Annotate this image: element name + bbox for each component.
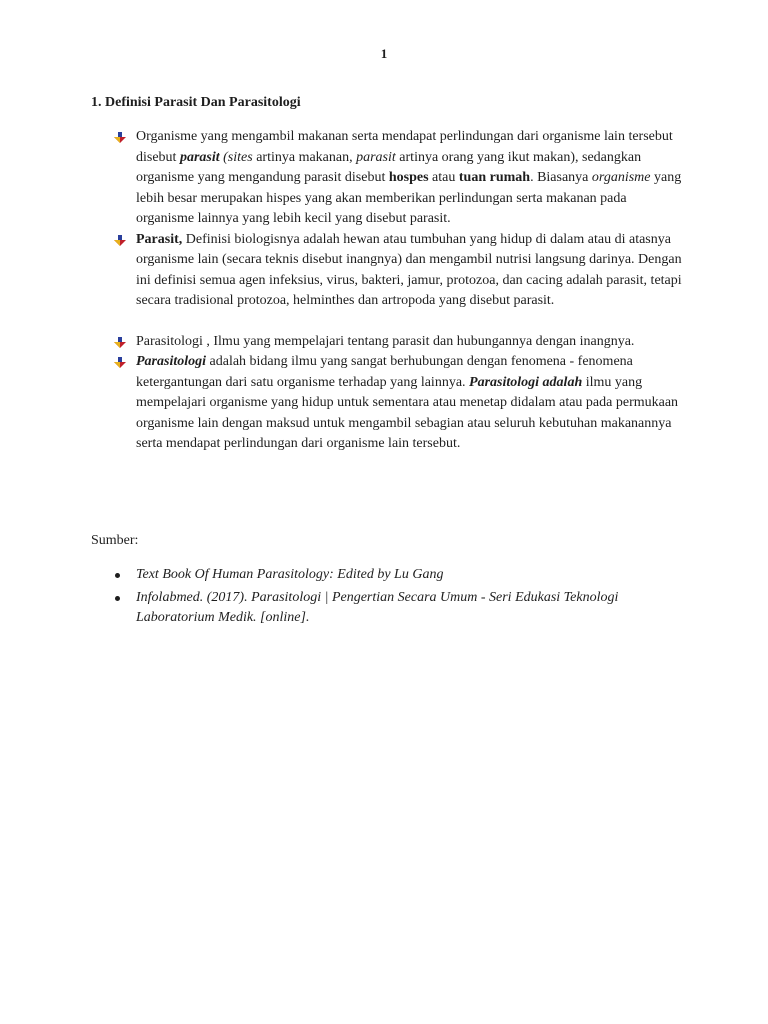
list-item bbox=[0, 332, 684, 353]
item-text: adalah bidang ilmu yang sangat berhubungan dengan fenomena - fenomena ketergantungan dari satu organisme terhadap yang lainnya. bbox=[136, 354, 633, 390]
arrow-bullet-icon bbox=[113, 235, 126, 246]
term-parasitologi-adalah: Parasitologi adalah bbox=[469, 374, 583, 390]
term-parasit: parasit bbox=[356, 149, 396, 165]
sources-list bbox=[0, 565, 768, 631]
item-text: Definisi biologisnya adalah hewan atau tumbuhan yang hidup di dalam atau di atasnya organisme lain (secara teknis disebut inangnya) dan mengambil nutrisi langsung darinya. Dengan ini definisi semua agen infeksius, virus, bakteri, jamur, protozoa, dan cacing adalah parasit, tetapi secara tradisional protozoa, helminthes dan artropoda yang disebut parasit. bbox=[136, 231, 682, 308]
term-hospes: hospes bbox=[388, 170, 429, 185]
page-number: 1 bbox=[380, 46, 388, 61]
item-text: atau bbox=[428, 170, 459, 185]
term-parasit: parasit bbox=[179, 149, 220, 165]
definition-list bbox=[0, 127, 768, 455]
item-text: Parasitologi , Ilmu yang mempelajari tentang parasit dan hubungannya dengan inangnya. bbox=[136, 333, 635, 349]
arrow-bullet-icon bbox=[113, 337, 126, 348]
source-text: Text Book Of Human Parasitology: Edited by Lu Gang bbox=[136, 567, 444, 582]
sources-label: Sumber: bbox=[91, 533, 139, 548]
item-text: (sites bbox=[219, 149, 253, 165]
list-item bbox=[0, 352, 684, 455]
term-parasitologi: Parasitologi bbox=[136, 354, 207, 369]
arrow-bullet-icon bbox=[113, 132, 126, 143]
arrow-bullet-icon bbox=[113, 357, 126, 368]
source-text: Infolabmed. (2017). Parasitologi | Pengertian Secara Umum - Seri Edukasi Teknologi Laboratorium Medik. [online]. bbox=[136, 589, 619, 625]
bullet-dot-icon bbox=[115, 573, 120, 578]
source-item bbox=[0, 588, 684, 629]
list-item bbox=[0, 127, 684, 230]
term-parasit: Parasit, bbox=[136, 231, 183, 247]
source-item bbox=[0, 565, 684, 586]
term-organisme: organisme bbox=[591, 170, 651, 185]
item-text: yang lebih besar merupakan hispes yang akan memberikan perlindungan serta makanan pada organisme lainnya yang lebih kecil yang disebut parasit. bbox=[136, 170, 682, 226]
item-text: artinya makanan, bbox=[252, 149, 357, 165]
item-text: ilmu yang mempelajari organisme yang hidup untuk sementara atau menetap didalam atau pada permukaan organisme lain dengan maksud untuk mengambil sebagian atau seluruh kebutuhan makanannya serta mendapat perlindungan dari organisme lain tersebut. bbox=[136, 374, 679, 451]
bullet-dot-icon bbox=[115, 596, 120, 601]
item-text: Organisme yang mengambil makanan serta mendapat perlindungan dari organisme lain tersebut disebut bbox=[136, 129, 673, 165]
section-heading: 1. Definisi Parasit Dan Parasitologi bbox=[91, 95, 301, 110]
item-text: artinya orang yang ikut makan), sedangkan organisme yang mengandung parasit disebut bbox=[136, 149, 642, 185]
item-text: . Biasanya bbox=[530, 170, 592, 185]
list-item bbox=[0, 230, 684, 312]
term-tuan-rumah: tuan rumah bbox=[458, 170, 531, 185]
